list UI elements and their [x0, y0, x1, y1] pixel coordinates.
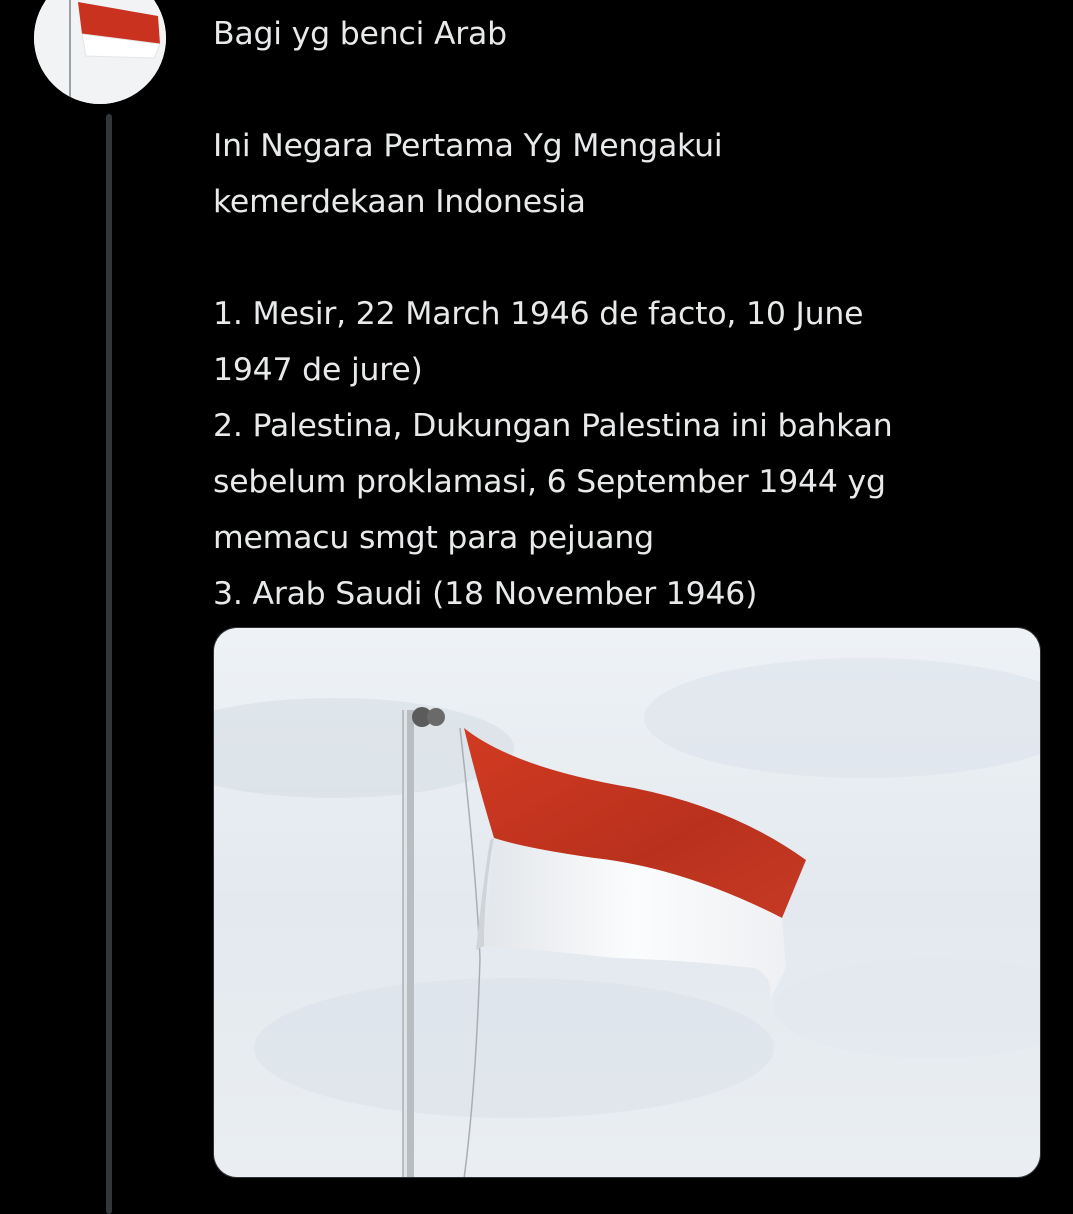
thread-connector-line — [106, 114, 112, 1214]
avatar[interactable] — [34, 0, 166, 104]
flag-avatar-image — [34, 0, 166, 104]
tweet-line: sebelum proklamasi, 6 September 1944 yg — [213, 464, 886, 500]
line-gap — [213, 62, 1053, 118]
tweet-line: 1. Mesir, 22 March 1946 de facto, 10 June — [213, 296, 864, 332]
tweet-line: 3. Arab Saudi (18 November 1946) — [213, 576, 758, 612]
tweet-text — [213, 6, 1053, 622]
tweet-line: Bagi yg benci Arab — [213, 16, 507, 52]
tweet-line: kemerdekaan Indonesia — [213, 184, 586, 220]
tweet-line: 1947 de jure) — [213, 352, 423, 388]
flag-photo — [214, 628, 1041, 1178]
tweet-media-image[interactable] — [213, 627, 1041, 1178]
tweet-line: Ini Negara Pertama Yg Mengakui — [213, 128, 723, 164]
tweet-line: 2. Palestina, Dukungan Palestina ini bahkan — [213, 408, 893, 444]
line-gap — [213, 230, 1053, 286]
tweet-line: memacu smgt para pejuang — [213, 520, 654, 556]
